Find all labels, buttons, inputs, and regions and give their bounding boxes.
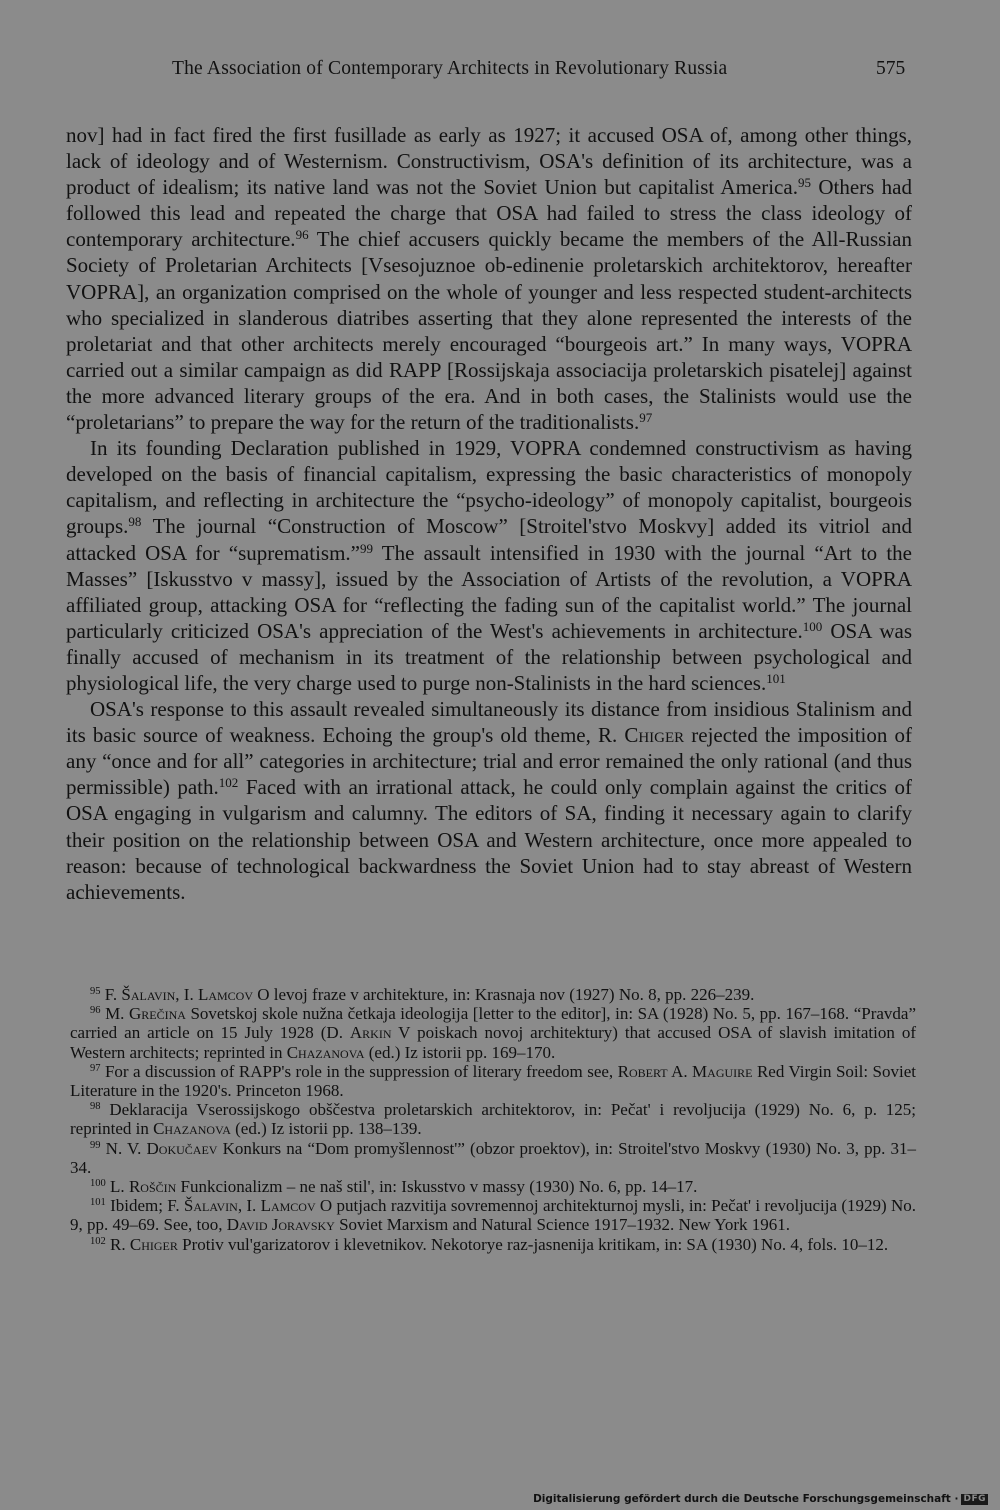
- text-run: nov] had in fact fired the first fusillade as early as 1927; it accused OSA of, among other things, lack of ideology and of Westernism. Constructivism, OSA's definition of its architecture, was a product of idealism; its native land was not the Soviet Union but capitalist America.: [66, 123, 912, 200]
- footnote-ref: 100: [802, 618, 823, 634]
- footnote-101: [70, 1196, 916, 1234]
- author-name: Chazanova: [286, 1042, 365, 1062]
- author-name: Šalavin: [183, 1196, 238, 1216]
- text-run: Faced with an irrational attack, he could only complain against the critics of OSA engaging in vulgarism and calumny. The editors of SA, finding it necessary again to clarify their position on the relationship between OSA and Western architecture, once more appealed to reason: because of technological backwardness the Soviet Union had to stay abreast of Western achievements.: [66, 775, 913, 904]
- footnote-number: 97: [90, 1063, 101, 1075]
- text-run: In its founding Declaration published in 1929, VOPRA condemned constructivism as having developed on the basis of financial capitalism, expressing the basic characteristics of monopoly capitalism, and reflecting in architecture the “psycho-ideology” of monopoly capitalist, bourgeois groups.: [66, 436, 912, 539]
- footnote-number: 95: [90, 986, 101, 998]
- digitization-credit: [533, 1493, 988, 1505]
- dfg-logo-icon: DFG: [963, 1493, 986, 1504]
- running-title: The Association of Contemporary Architects in Revolutionary Russia: [172, 58, 728, 79]
- text-run: , I.: [237, 1196, 261, 1216]
- footnote-number: 98: [90, 1101, 101, 1113]
- footnote-98: [70, 1100, 916, 1138]
- footnote-number: 100: [90, 1178, 106, 1190]
- page-number: 575: [876, 58, 906, 79]
- footnote-ref: 95: [797, 175, 811, 191]
- author-name: Grečina: [128, 1004, 186, 1024]
- footnote-100: [70, 1177, 916, 1196]
- author-name: Roščin: [128, 1177, 177, 1197]
- footnote-ref: 99: [360, 540, 374, 556]
- text-run: M.: [100, 1004, 129, 1024]
- text-run: The assault intensified in 1930 with the journal “Art to the Masses” [Iskusstvo v massy], issued by the Association of Artists of the revolution, a VOPRA affiliated group, attacking OSA for “reflecting the fading sun of the capitalist world.” The journal particularly criticized OSA's appreciation of the West's achievements in architecture.: [66, 540, 913, 643]
- text-run: Funkcionalizm – ne naš stil', in: Iskusstvo v massy (1930) No. 6, pp. 14–17.: [176, 1177, 698, 1197]
- text-run: Red Virgin Soil: Soviet Literature in the 1920's. Princeton 1968.: [70, 1061, 916, 1101]
- footnote-ref: 98: [128, 514, 142, 530]
- text-run: R.: [105, 1234, 130, 1254]
- footnote-102: [70, 1235, 916, 1254]
- text-run: Others had followed this lead and repeated the charge that OSA had failed to stress the class ideology of contemporary architecture.: [66, 175, 912, 252]
- text-run: N. V.: [100, 1138, 147, 1158]
- footnote-number: 102: [90, 1235, 106, 1247]
- text-run: rejected the imposition of any “once and for all” categories in architecture; trial and error remained the only rational (and thus permissible) path.: [66, 723, 912, 800]
- footnote-ref: 101: [766, 670, 786, 686]
- footnote-number: 96: [90, 1005, 101, 1017]
- author-name: Chiger: [129, 1234, 178, 1254]
- text-run: Soviet Marxism and Natural Science 1917–1932. New York 1961.: [334, 1215, 791, 1235]
- footnote-ref: 97: [639, 409, 653, 425]
- text-run: Ibidem; F.: [105, 1196, 184, 1216]
- text-run: The journal “Construction of Moscow” [Stroitel'stvo Moskvy] added its vitriol and attacked OSA for “suprematism.”: [66, 514, 912, 565]
- running-header: [0, 58, 1000, 88]
- author-name: David Joravsky: [226, 1215, 335, 1235]
- text-run: OSA's response to this assault revealed simultaneously its distance from insidious Stalinism and its basic source of weakness. Echoing the group's old theme, R.: [66, 697, 912, 748]
- footnote-95: [70, 985, 916, 1004]
- text-run: Protiv vul'garizatorov i klevetnikov. Nekotorye raz-jasnenija kritikam, in: SA (1930) No. 4, fols. 10–12.: [177, 1234, 889, 1254]
- footnote-ref: 102: [218, 775, 239, 791]
- author-name: Robert A. Maguire: [617, 1061, 753, 1081]
- text-run: F.: [100, 985, 122, 1004]
- paragraph-2: [66, 435, 912, 696]
- footnote-ref: 96: [295, 227, 309, 243]
- text-run: (ed.) Iz istorii pp. 138–139.: [230, 1119, 422, 1139]
- footnote-96: [70, 1004, 916, 1062]
- footnote-97: [70, 1062, 916, 1100]
- footnote-number: 99: [90, 1139, 101, 1151]
- author-name: Arkin: [349, 1023, 392, 1043]
- author-name: Dokučaev: [146, 1138, 218, 1158]
- footnote-99: [70, 1139, 916, 1177]
- text-run: O levoj fraze v architekture, in: Krasnaja nov (1927) No. 8, pp. 226–239.: [253, 985, 755, 1004]
- text-run: O putjach razvitija sovremennoj architekturnoj mysli, in: Pečat' i revoljucija (1929) No. 9, pp. 49–69. See, too,: [70, 1196, 916, 1235]
- author-name: Lamcov: [260, 1196, 316, 1216]
- text-run: V poiskach novoj architektury) that accused OSA of slavish imitation of Western architects; reprinted in: [70, 1023, 916, 1062]
- footnote-number: 101: [90, 1197, 106, 1209]
- footnotes: [70, 985, 916, 1254]
- paragraph-1: [66, 122, 912, 435]
- author-name: Chazanova: [153, 1119, 231, 1139]
- digitization-note: Digitalisierung gefördert durch die Deutsche Forschungsgemeinschaft ·: [533, 1493, 959, 1505]
- text-run: Sovetskoj skole nužna četkaja ideologija [letter to the editor], in: SA (1928) No. 5, pp. 167–168. “Pravda” carried an article on 15 July 1928 (D.: [70, 1004, 916, 1043]
- text-run: (ed.) Iz istorii pp. 169–170.: [364, 1042, 556, 1062]
- author-name: Chiger: [624, 723, 685, 748]
- main-text: [66, 122, 912, 905]
- author-name: Šalavin: [121, 985, 176, 1004]
- text-run: L.: [105, 1177, 129, 1197]
- author-name: Lamcov: [197, 985, 254, 1004]
- text-run: The chief accusers quickly became the members of the All-Russian Society of Proletarian Architects [Vsesojuznoe ob-edinenie proletarskich architektorov, hereafter VOPRA], an organization comprised on the whole of younger and less respected student-architects who specialized in slanderous diatribes asserting that they alone represented the interests of the proletariat and that other architects merely encouraged “bourgeois art.” In many ways, VOPRA carried out a similar campaign as did RAPP [Rossijskaja associacija proletarskich pisatelej] against the more advanced literary groups of the era. And in both cases, the Stalinists would use the “proletarians” to prepare the way for the return of the traditionalists.: [66, 227, 912, 435]
- text-run: , I.: [175, 985, 198, 1004]
- text-run: For a discussion of RAPP's role in the suppression of literary freedom see,: [100, 1061, 618, 1081]
- text-run: OSA was finally accused of mechanism in its treatment of the relationship between psychological and physiological life, the very charge used to purge non-Stalinists in the hard sciences.: [66, 618, 913, 695]
- paragraph-3: [66, 696, 912, 905]
- text-run: Deklaracija Vserossijskogo obščestva proletarskich architektorov, in: Pečat' i revoljucija (1929) No. 6, p. 125; reprinted in: [70, 1100, 916, 1139]
- text-run: Konkurs na “Dom promyšlennost'” (obzor proektov), in: Stroitel'stvo Moskvy (1930) No. 3, pp. 31–34.: [70, 1138, 916, 1177]
